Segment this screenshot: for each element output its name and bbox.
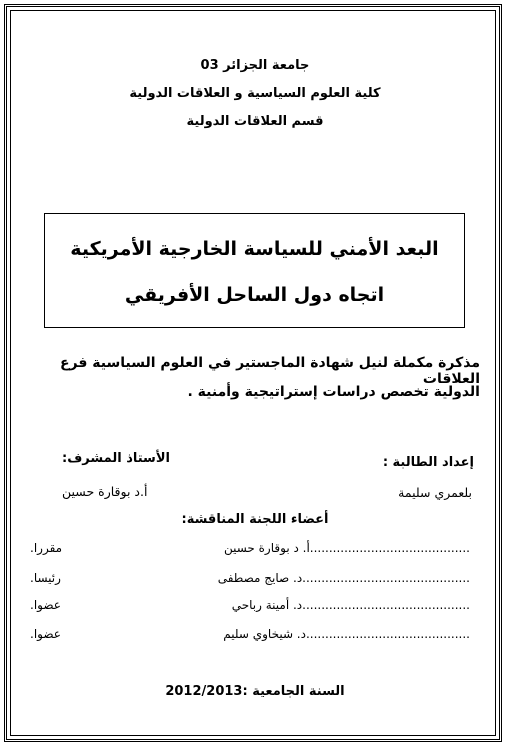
supervisor-name: أ.د بوقارة حسين [62, 484, 148, 499]
member-dots: ........................................... [305, 627, 470, 641]
committee-member [30, 627, 470, 641]
thesis-title-line-1: البعد الأمني للسياسة الخارجية الأمريكية [70, 238, 439, 260]
university-name: جامعة الجزائر 03 [200, 58, 310, 73]
member-dots: ............................................ [302, 571, 470, 585]
committee-member [30, 571, 470, 585]
member-role: مقررا. [30, 541, 63, 555]
committee-member [30, 541, 470, 555]
student-label: إعداد الطالبة : [382, 455, 474, 470]
student-name: بلعمري سليمة [398, 485, 472, 500]
faculty-name: كلية العلوم السياسية و العلاقات الدولية [129, 86, 381, 101]
member-name: د. صايج مصطفى [217, 571, 303, 585]
committee-member [30, 598, 470, 612]
memo-line-2: الدولية تخصص دراسات إستراتيجية وأمنية . [187, 384, 480, 400]
member-name: د. شيخاوي سليم [223, 627, 306, 641]
member-role: عضوا. [30, 598, 61, 612]
member-name: د. أمينة رباحي [231, 598, 303, 612]
member-role: رئيسا. [30, 571, 61, 585]
department-name: قسم العلاقات الدولية [186, 114, 324, 129]
member-dots: .......................................... [309, 541, 470, 555]
thesis-title-box [44, 213, 465, 328]
member-role: عضوا. [30, 627, 61, 641]
academic-year: السنة الجامعية :2012/2013 [165, 684, 345, 699]
supervisor-label: الأستاذ المشرف: [62, 451, 170, 466]
member-dots: ............................................ [302, 598, 470, 612]
committee-label: أعضاء اللجنة المناقشة: [181, 512, 329, 527]
member-name: أ. د بوقارة حسين [223, 541, 310, 555]
thesis-title-line-2: اتجاه دول الساحل الأفريقي [124, 284, 385, 306]
memo-line-1: مذكرة مكملة لنيل شهادة الماجستير في العلوم السياسية فرع العلاقات [59, 355, 480, 387]
